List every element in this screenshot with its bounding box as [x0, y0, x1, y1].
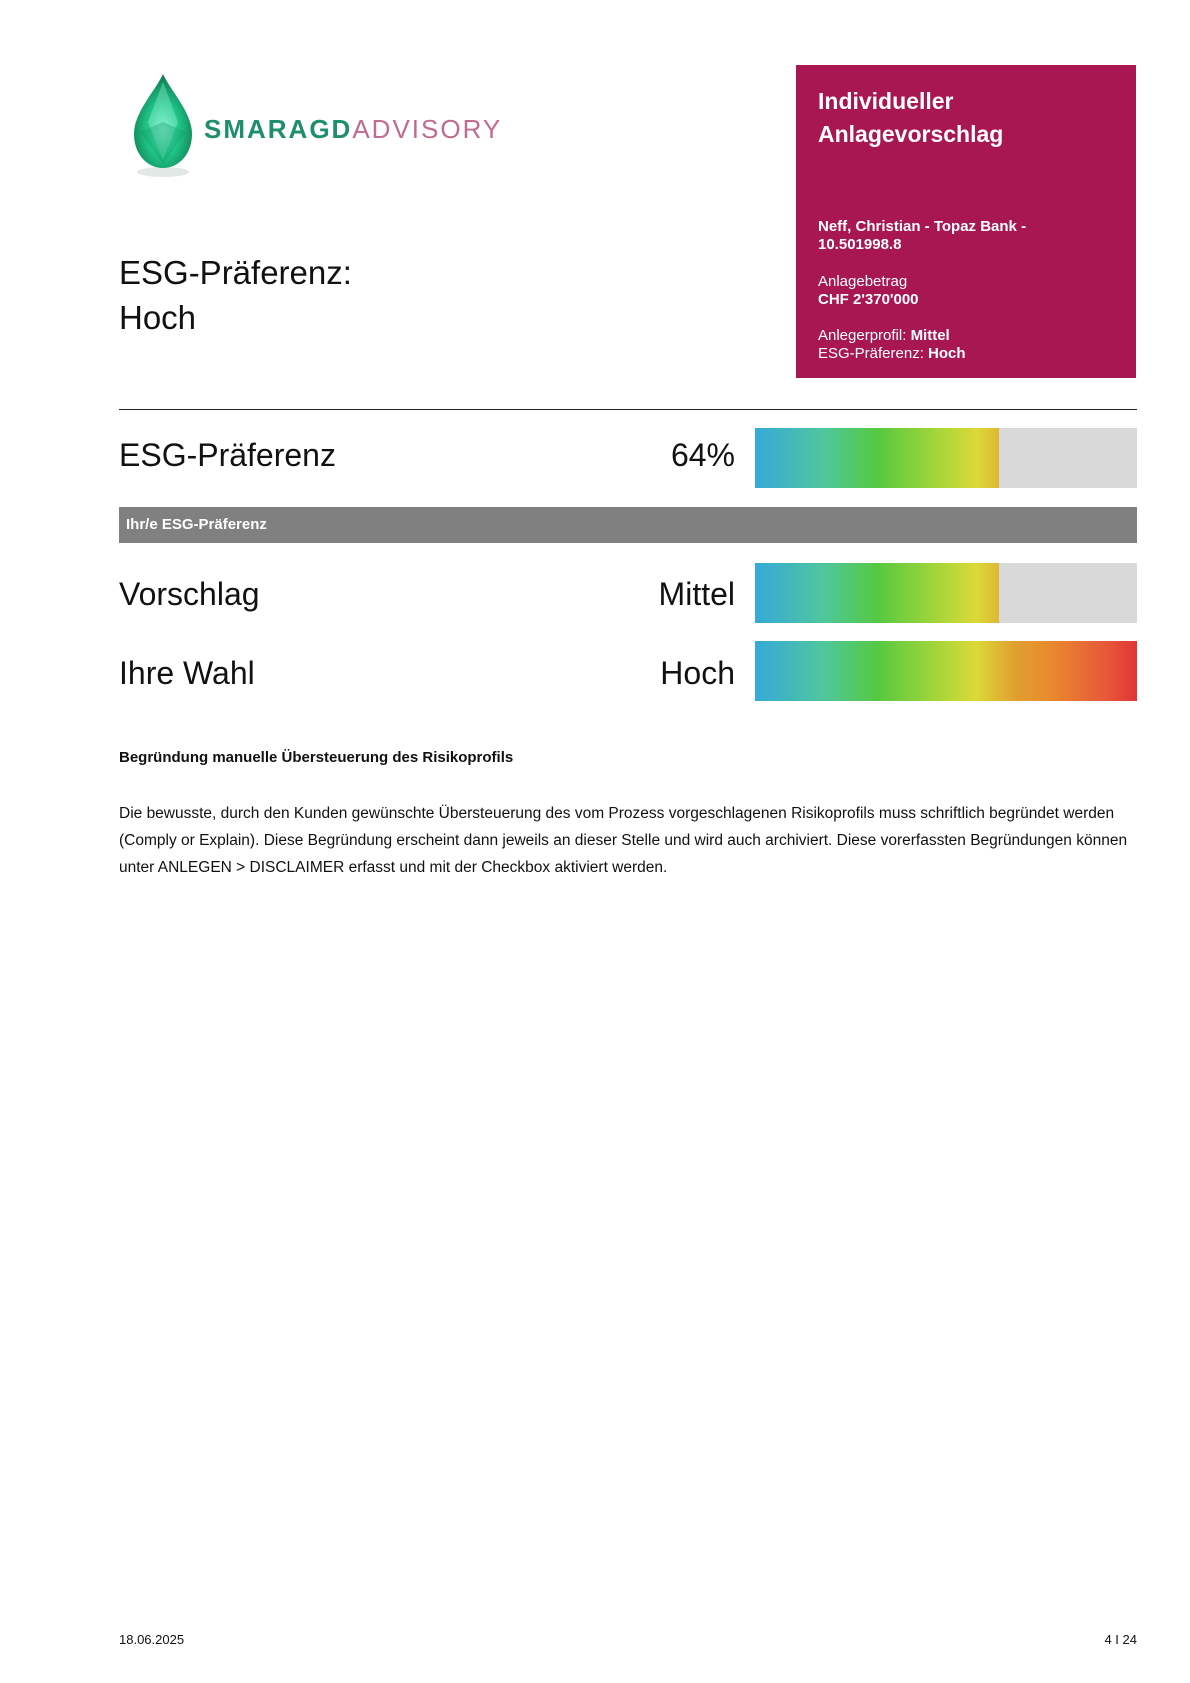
proposal-info-box: [796, 65, 1136, 378]
choice-level-bar: [755, 641, 1137, 701]
brand-primary: SMARAGD: [204, 114, 353, 144]
esg-level-bar: [755, 428, 1137, 488]
section-subheader: Ihr/e ESG-Präferenz: [119, 507, 1137, 543]
profile-label: Anlegerprofil:: [818, 327, 907, 344]
proposal-title: [818, 85, 1114, 151]
investor-profile: [818, 327, 950, 345]
esg-label: ESG-Präferenz:: [818, 345, 924, 362]
divider: [119, 409, 1137, 410]
row-label-choice: Ihre Wahl: [119, 655, 255, 691]
row-value-choice: Hoch: [660, 655, 735, 691]
proposal-title-line2: Anlagevorschlag: [818, 121, 1004, 147]
row-value-esg: 64%: [670, 437, 735, 473]
client-line2: 10.501998.8: [818, 236, 902, 253]
logo: [128, 72, 503, 182]
footer-date: 18.06.2025: [119, 1632, 185, 1647]
justification-title: Begründung manuelle Übersteuerung des Risikoprofils: [119, 749, 514, 766]
brand-secondary: ADVISORY: [352, 114, 503, 144]
row-label-proposal: Vorschlag: [119, 576, 260, 612]
esg-value: Hoch: [928, 345, 966, 362]
proposal-title-line1: Individueller: [818, 88, 954, 114]
page-headline: [119, 250, 352, 340]
client-info: [818, 218, 1118, 254]
proposal-level-bar: [755, 563, 1137, 623]
client-line1: Neff, Christian - Topaz Bank -: [818, 218, 1027, 235]
choice-level-fill: [755, 641, 1137, 701]
row-label-esg: ESG-Präferenz: [119, 437, 336, 473]
emerald-gem-icon: [128, 72, 198, 182]
amount-label: Anlagebetrag: [818, 273, 908, 290]
profile-value: Mittel: [910, 327, 950, 344]
footer-page-number: 4 I 24: [1104, 1632, 1137, 1647]
justification-text: Die bewusste, durch den Kunden gewünschte Übersteuerung des vom Prozess vorgeschlagenen Risikoprofils muss schriftlich begründet werden (Comply or Explain). Diese Begründung erscheint dann jeweils an dieser Stelle und wird auch archiviert. Diese vorerfassten Begründungen können unter ANLEGEN > DISCLAIMER erfasst und mit der Checkbox aktiviert werden.: [119, 805, 1128, 876]
brand-wordmark: [204, 114, 502, 145]
headline-line2: Hoch: [119, 299, 197, 336]
row-value-proposal: Mittel: [658, 576, 735, 612]
esg-level-fill: [755, 428, 999, 488]
esg-preference-summary: [818, 345, 966, 363]
headline-line1: ESG-Präferenz:: [119, 254, 352, 291]
proposal-level-fill: [755, 563, 999, 623]
amount-value: CHF 2'370'000: [818, 291, 919, 308]
